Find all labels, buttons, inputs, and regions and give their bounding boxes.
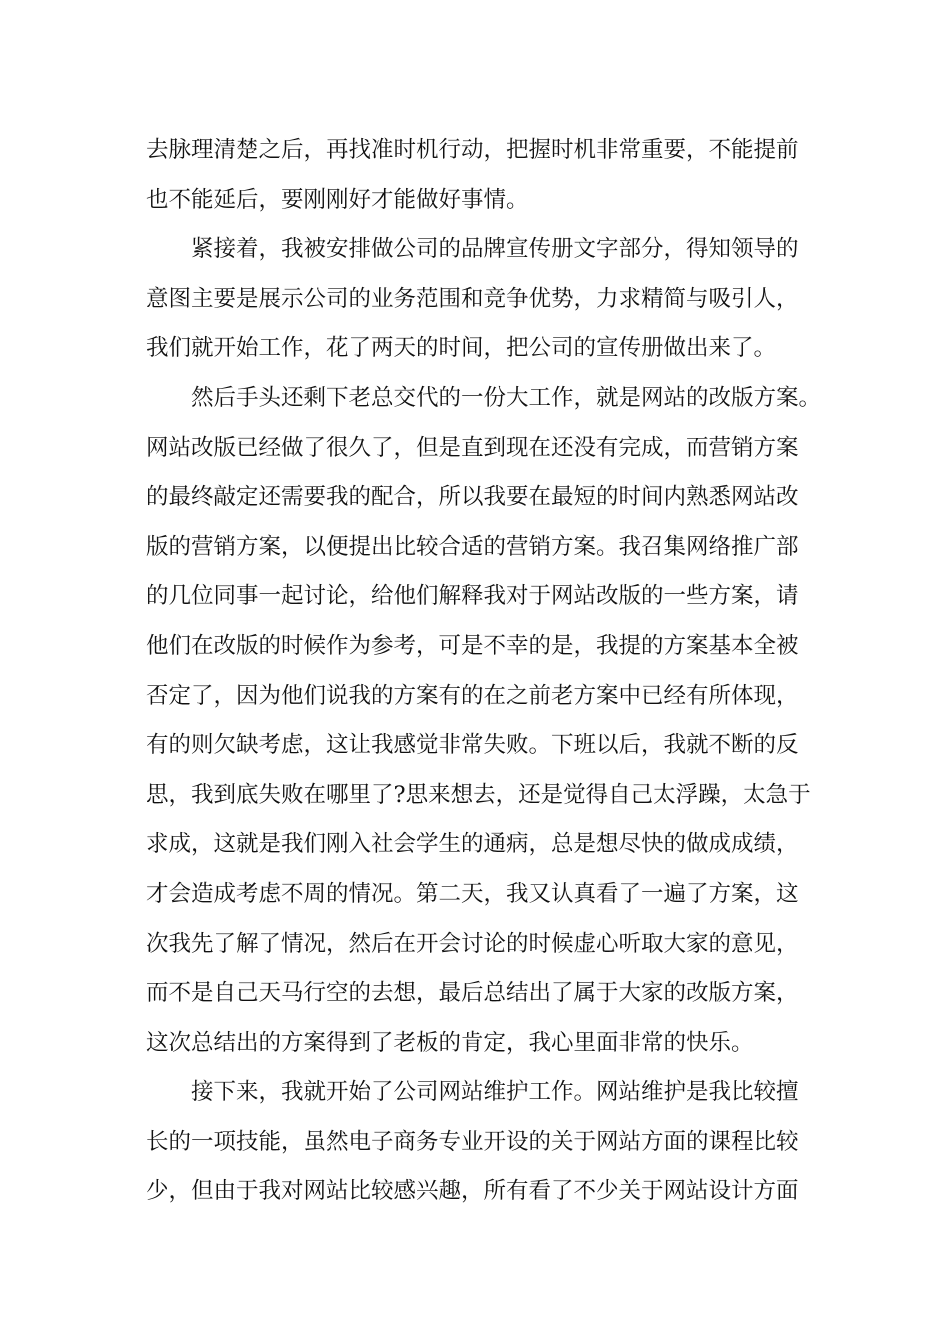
text-line: 的几位同事一起讨论，给他们解释我对于网站改版的一些方案，请 xyxy=(146,583,799,610)
text-line: 我们就开始工作，花了两天的时间，把公司的宣传册做出来了。 xyxy=(146,335,777,362)
text-line: 的最终敲定还需要我的配合，所以我要在最短的时间内熟悉网站改 xyxy=(146,484,799,511)
paragraph-start-line: 然后手头还剩下老总交代的一份大工作，就是网站的改版方案。 xyxy=(191,384,822,411)
text-line: 少，但由于我对网站比较感兴趣，所有看了不少关于网站设计方面 xyxy=(146,1178,799,1205)
body-text xyxy=(146,126,826,1217)
text-line: 思，我到底失败在哪里了?思来想去，还是觉得自己太浮躁，太急于 xyxy=(146,781,811,808)
text-line: 也不能延后，要刚刚好才能做好事情。 xyxy=(146,186,529,213)
text-line: 否定了，因为他们说我的方案有的在之前老方案中已经有所体现， xyxy=(146,682,799,709)
text-line: 版的营销方案，以便提出比较合适的营销方案。我召集网络推广部 xyxy=(146,533,799,560)
text-line: 次我先了解了情况，然后在开会讨论的时候虚心听取大家的意见， xyxy=(146,930,799,957)
paragraph-start-line: 紧接着，我被安排做公司的品牌宣传册文字部分，得知领导的 xyxy=(191,236,799,263)
text-line: 求成，这就是我们刚入社会学生的通病，总是想尽快的做成成绩， xyxy=(146,831,799,858)
text-line: 去脉理清楚之后，再找准时机行动，把握时机非常重要，不能提前 xyxy=(146,137,799,163)
text-line: 而不是自己天马行空的去想，最后总结出了属于大家的改版方案， xyxy=(146,980,799,1007)
text-line: 网站改版已经做了很久了，但是直到现在还没有完成，而营销方案 xyxy=(146,434,799,461)
text-line: 这次总结出的方案得到了老板的肯定，我心里面非常的快乐。 xyxy=(146,1029,754,1056)
text-line: 有的则欠缺考虑，这让我感觉非常失败。下班以后，我就不断的反 xyxy=(146,732,799,759)
text-line: 他们在改版的时候作为参考，可是不幸的是，我提的方案基本全被 xyxy=(146,632,799,659)
text-line: 长的一项技能，虽然电子商务专业开设的关于网站方面的课程比较 xyxy=(146,1128,799,1155)
paragraph-start-line: 接下来，我就开始了公司网站维护工作。网站维护是我比较擅 xyxy=(191,1079,799,1106)
text-line: 意图主要是展示公司的业务范围和竞争优势，力求精简与吸引人， xyxy=(146,285,799,312)
text-line: 才会造成考虑不周的情况。第二天，我又认真看了一遍了方案，这 xyxy=(146,880,799,907)
